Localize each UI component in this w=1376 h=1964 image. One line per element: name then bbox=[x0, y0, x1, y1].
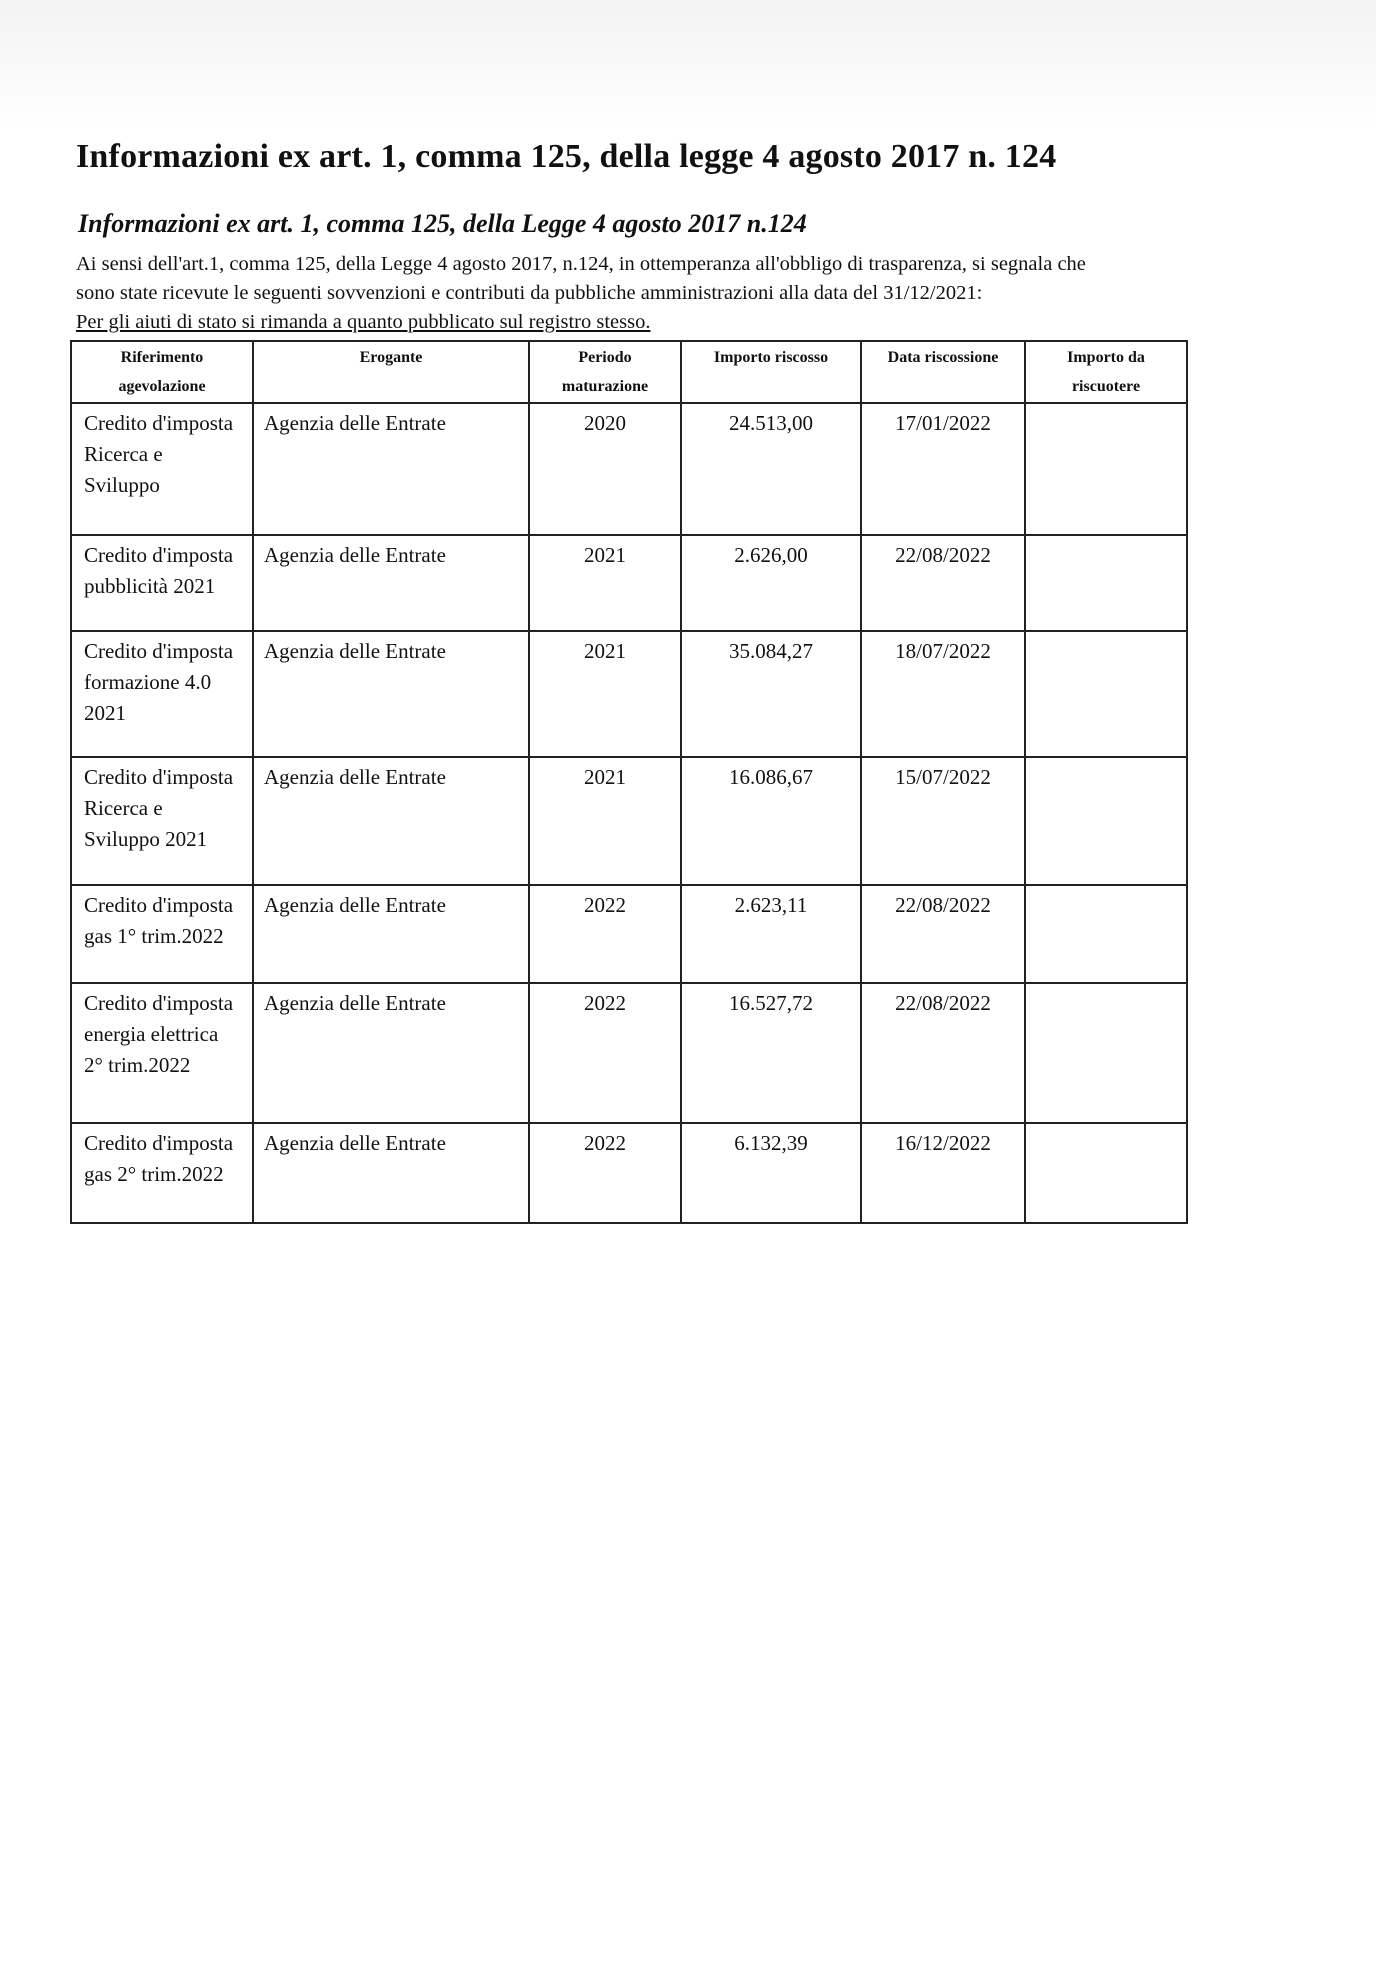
paragraph-line: Per gli aiuti di stato si rimanda a quanto pubblicato sul registro stesso. bbox=[76, 311, 651, 333]
cell-importo-riscosso: 2.623,11 bbox=[681, 885, 861, 983]
cell-periodo: 2022 bbox=[529, 1123, 681, 1223]
header-importo-da-riscuotere: Importo da riscuotere bbox=[1025, 341, 1187, 403]
cell-periodo: 2022 bbox=[529, 885, 681, 983]
cell-importo-riscosso: 16.086,67 bbox=[681, 757, 861, 885]
page-subtitle: Informazioni ex art. 1, comma 125, della Legge 4 agosto 2017 n.124 bbox=[78, 209, 807, 238]
cell-data-riscossione: 22/08/2022 bbox=[861, 885, 1025, 983]
cell-importo-da-riscuotere bbox=[1025, 1123, 1187, 1223]
cell-importo-da-riscuotere bbox=[1025, 983, 1187, 1123]
table-header-row bbox=[71, 341, 1187, 403]
cell-erogante: Agenzia delle Entrate bbox=[253, 403, 529, 535]
cell-periodo: 2021 bbox=[529, 757, 681, 885]
cell-importo-da-riscuotere bbox=[1025, 757, 1187, 885]
cell-riferimento: Credito d'imposta gas 2° trim.2022 bbox=[71, 1123, 253, 1223]
cell-data-riscossione: 22/08/2022 bbox=[861, 983, 1025, 1123]
table-row bbox=[71, 403, 1187, 535]
paragraph-line: Ai sensi dell'art.1, comma 125, della Legge 4 agosto 2017, n.124, in ottemperanza all'obbligo di trasparenza, si segnala che bbox=[76, 253, 1086, 275]
table-row bbox=[71, 535, 1187, 631]
cell-riferimento: Credito d'imposta Ricerca e Sviluppo 2021 bbox=[71, 757, 253, 885]
cell-erogante: Agenzia delle Entrate bbox=[253, 1123, 529, 1223]
header-importo-riscosso: Importo riscosso bbox=[681, 341, 861, 403]
cell-importo-riscosso: 24.513,00 bbox=[681, 403, 861, 535]
cell-riferimento: Credito d'imposta Ricerca e Sviluppo bbox=[71, 403, 253, 535]
cell-data-riscossione: 17/01/2022 bbox=[861, 403, 1025, 535]
cell-erogante: Agenzia delle Entrate bbox=[253, 885, 529, 983]
cell-riferimento: Credito d'imposta pubblicità 2021 bbox=[71, 535, 253, 631]
cell-erogante: Agenzia delle Entrate bbox=[253, 535, 529, 631]
cell-erogante: Agenzia delle Entrate bbox=[253, 983, 529, 1123]
table-row bbox=[71, 1123, 1187, 1223]
cell-riferimento: Credito d'imposta formazione 4.0 2021 bbox=[71, 631, 253, 757]
table-row bbox=[71, 983, 1187, 1123]
cell-importo-da-riscuotere bbox=[1025, 535, 1187, 631]
cell-periodo: 2022 bbox=[529, 983, 681, 1123]
header-data-riscossione: Data riscossione bbox=[861, 341, 1025, 403]
cell-periodo: 2020 bbox=[529, 403, 681, 535]
cell-data-riscossione: 15/07/2022 bbox=[861, 757, 1025, 885]
cell-importo-da-riscuotere bbox=[1025, 403, 1187, 535]
header-periodo: Periodo maturazione bbox=[529, 341, 681, 403]
cell-importo-da-riscuotere bbox=[1025, 631, 1187, 757]
scan-shading bbox=[0, 0, 1376, 130]
cell-data-riscossione: 22/08/2022 bbox=[861, 535, 1025, 631]
cell-erogante: Agenzia delle Entrate bbox=[253, 757, 529, 885]
header-erogante: Erogante bbox=[253, 341, 529, 403]
cell-riferimento: Credito d'imposta gas 1° trim.2022 bbox=[71, 885, 253, 983]
intro-paragraph bbox=[76, 250, 1256, 337]
cell-riferimento: Credito d'imposta energia elettrica 2° trim.2022 bbox=[71, 983, 253, 1123]
cell-data-riscossione: 18/07/2022 bbox=[861, 631, 1025, 757]
cell-erogante: Agenzia delle Entrate bbox=[253, 631, 529, 757]
table-row bbox=[71, 885, 1187, 983]
cell-importo-riscosso: 6.132,39 bbox=[681, 1123, 861, 1223]
table-row bbox=[71, 757, 1187, 885]
cell-importo-riscosso: 2.626,00 bbox=[681, 535, 861, 631]
aid-table bbox=[70, 340, 1188, 1224]
page-title: Informazioni ex art. 1, comma 125, della legge 4 agosto 2017 n. 124 bbox=[76, 138, 1057, 175]
cell-data-riscossione: 16/12/2022 bbox=[861, 1123, 1025, 1223]
header-riferimento: Riferimento agevolazione bbox=[71, 341, 253, 403]
cell-importo-da-riscuotere bbox=[1025, 885, 1187, 983]
cell-periodo: 2021 bbox=[529, 631, 681, 757]
cell-periodo: 2021 bbox=[529, 535, 681, 631]
cell-importo-riscosso: 35.084,27 bbox=[681, 631, 861, 757]
table-row bbox=[71, 631, 1187, 757]
cell-importo-riscosso: 16.527,72 bbox=[681, 983, 861, 1123]
paragraph-line: sono state ricevute le seguenti sovvenzioni e contributi da pubbliche amministrazioni alla data del 31/12/2021: bbox=[76, 282, 983, 304]
